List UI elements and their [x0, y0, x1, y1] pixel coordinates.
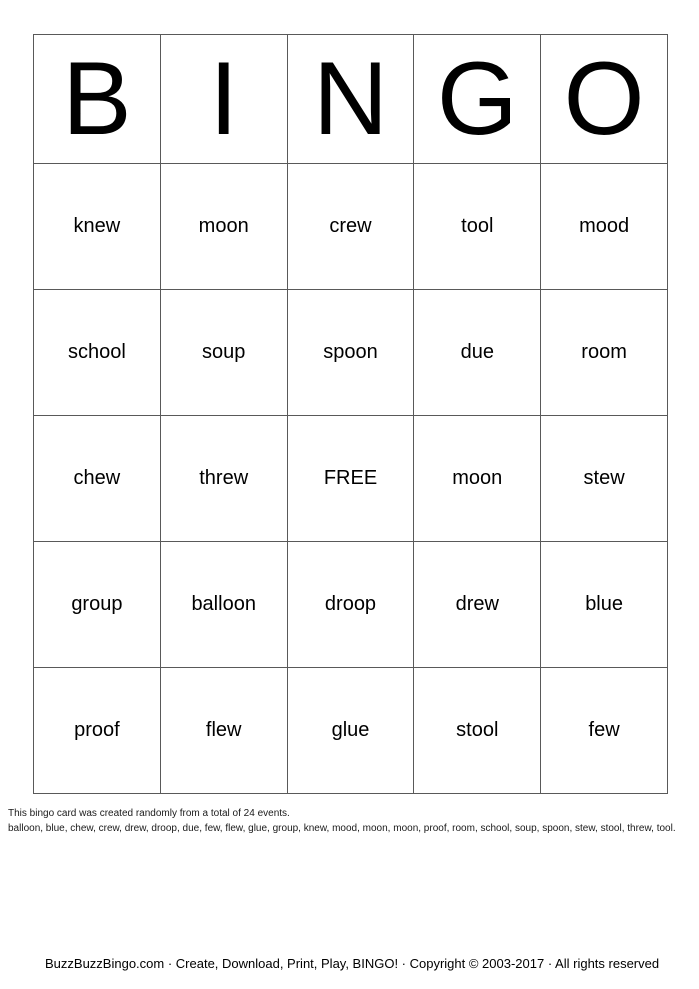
- bingo-cell: glue: [287, 668, 414, 794]
- bingo-cell: room: [541, 290, 668, 416]
- bingo-cell: stew: [541, 416, 668, 542]
- footnote-events-list: balloon, blue, chew, crew, drew, droop, due, few, flew, glue, group, knew, mood, moon, moon, proof, room, school, soup, spoon, stew, stool, threw, tool.: [8, 823, 676, 834]
- bingo-cell: threw: [160, 416, 287, 542]
- bingo-row: [34, 290, 668, 416]
- bingo-cell: tool: [414, 164, 541, 290]
- bingo-cell: group: [34, 542, 161, 668]
- bingo-header-cell-n: N: [287, 35, 414, 164]
- bingo-header-cell-o: O: [541, 35, 668, 164]
- bingo-row: [34, 164, 668, 290]
- bingo-cell: proof: [34, 668, 161, 794]
- bingo-row: [34, 542, 668, 668]
- footnote: [8, 806, 676, 836]
- bingo-cell: soup: [160, 290, 287, 416]
- bingo-header-cell-b: B: [34, 35, 161, 164]
- bingo-cell: chew: [34, 416, 161, 542]
- bingo-cell: due: [414, 290, 541, 416]
- bingo-cell: moon: [414, 416, 541, 542]
- bingo-row: [34, 668, 668, 794]
- bingo-cell: balloon: [160, 542, 287, 668]
- bingo-header-cell-g: G: [414, 35, 541, 164]
- bingo-cell: blue: [541, 542, 668, 668]
- bingo-cell: droop: [287, 542, 414, 668]
- bingo-cell: flew: [160, 668, 287, 794]
- free-space-cell: FREE: [287, 416, 414, 542]
- bingo-table: [33, 34, 668, 794]
- bingo-header-cell-i: I: [160, 35, 287, 164]
- bingo-header-row: [34, 35, 668, 164]
- bingo-cell: crew: [287, 164, 414, 290]
- bingo-row: [34, 416, 668, 542]
- bingo-cell: spoon: [287, 290, 414, 416]
- bingo-cell: drew: [414, 542, 541, 668]
- bingo-cell: moon: [160, 164, 287, 290]
- footer-credit: BuzzBuzzBingo.com · Create, Download, Print, Play, BINGO! · Copyright © 2003-2017 · All rights reserved: [45, 956, 660, 971]
- bingo-cell: stool: [414, 668, 541, 794]
- bingo-cell: knew: [34, 164, 161, 290]
- bingo-cell: mood: [541, 164, 668, 290]
- bingo-cell: few: [541, 668, 668, 794]
- footnote-line1: This bingo card was created randomly from a total of 24 events.: [8, 808, 290, 819]
- bingo-cell: school: [34, 290, 161, 416]
